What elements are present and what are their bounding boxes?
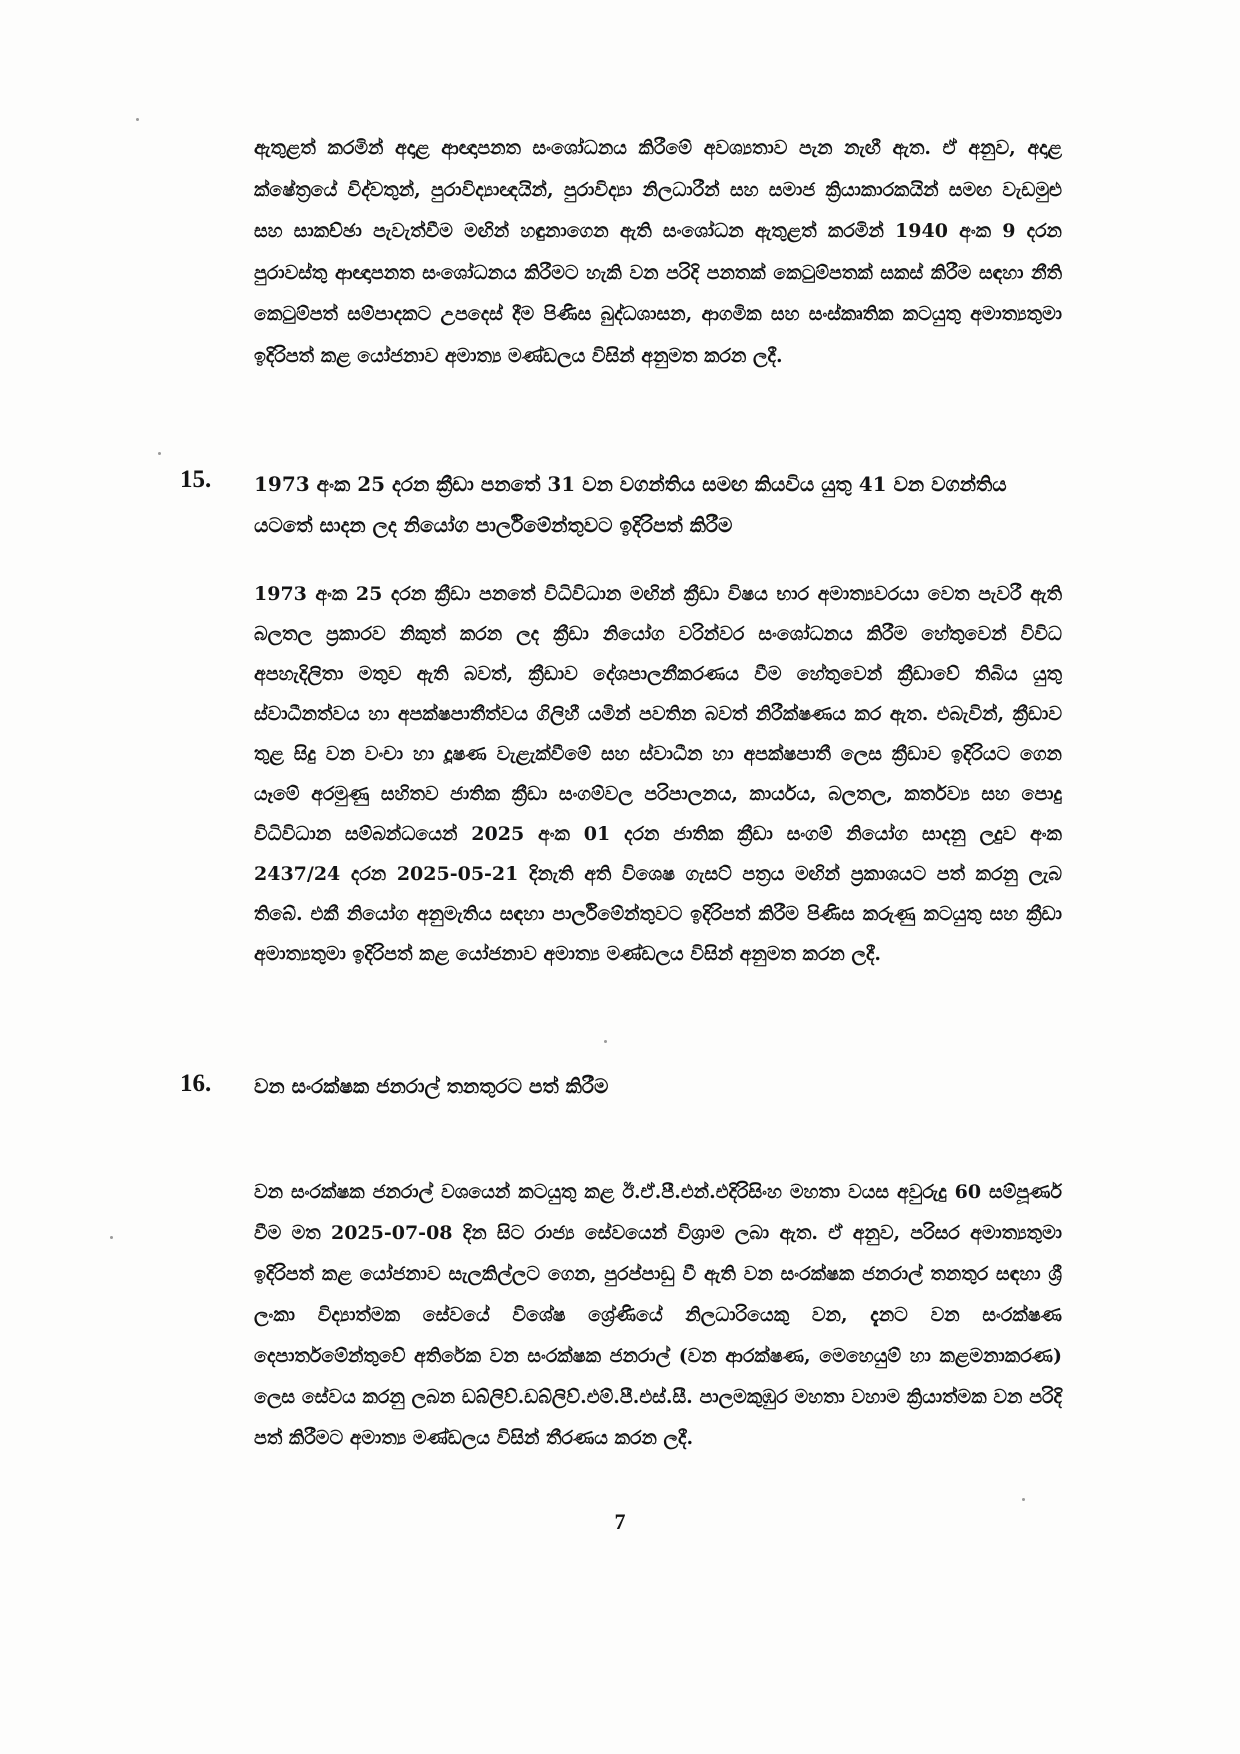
page-number: 7 — [614, 1509, 626, 1534]
intro-paragraph: ඇතුළත් කරමින් අදාළ ආඥාපනත සංශෝධනය කිරීමේ අවශ්‍යතාව පැන නැඟී ඇත. ඒ අනුව, අදාළ ක්ෂේත්‍රයේ විද්වතුන්, පුරාවිද්‍යාඥයින්, පුරාවිද්‍යා නිලධාරීන් සහ සමාජ ක්‍රියාකාරකයින් සමඟ වැඩමුළු සහ සාකච්ඡා පැවැත්වීම මඟින් හඳුනාගෙන ඇති සංශෝධන ඇතුළත් කරමින් 1940 අංක 9 දරන පුරාවස්තු ආඥාපනත සංශෝධනය කිරීමට හැකි වන පරිදි පනතක් කෙටුම්පතක් සකස් කිරීම සඳහා නීති කෙටුම්පත් සම්පාදකට උපදෙස් දීම පිණිස බුද්ධශාසන, ආගමික සහ සංස්කෘතික කටයුතු අමාත්‍යතුමා ඉදිරිපත් කළ යෝජනාව අමාත්‍ය මණ්ඩලය විසින් අනුමත කරන ලදී. — [254, 137, 1062, 367]
scan-speck — [110, 1236, 113, 1239]
item-number: 15. — [180, 466, 212, 493]
scan-speck — [1022, 1498, 1025, 1501]
item-title: වන සංරක්ෂක ජනරාල් තනතුරට පත් කිරීම — [254, 1074, 609, 1098]
scan-speck — [158, 452, 161, 455]
scan-speck — [136, 118, 139, 121]
scan-speck — [604, 1040, 607, 1043]
item-number: 16. — [180, 1070, 212, 1097]
item-title: 1973 අංක 25 දරන ක්‍රීඩා පනතේ 31 වන වගන්තිය සමඟ කියවිය යුතු 41 වන වගන්තිය යටතේ සාදන ලද නියෝග පාර්ලිමේන්තුවට ඉදිරිපත් කිරීම — [254, 472, 1007, 537]
item-body: වන සංරක්ෂක ජනරාල් වශයෙන් කටයුතු කළ ඊ.ඒ.පී.එන්.එදිරිසිංහ මහතා වයස අවුරුදු 60 සම්පූර්ණ වීම මත 2025-07-08 දින සිට රාජ්‍ය සේවයෙන් විශ්‍රාම ලබා ඇත. ඒ අනුව, පරිසර අමාත්‍යතුමා ඉදිරිපත් කළ යෝජනාව සැලකිල්ලට ගෙන, පුරප්පාඩු වී ඇති වන සංරක්ෂක ජනරාල් තනතුර සඳහා ශ්‍රී ලංකා විද්‍යාත්මක සේවයේ විශේෂ ශ්‍රේණියේ නිලධාරියෙකු වන, දැනට වන සංරක්ෂණ දෙපාර්තමේන්තුවේ අතිරේක වන සංරක්ෂක ජනරාල් (වන ආරක්ෂණ, මෙහෙයුම් හා කළමනාකරණ) ලෙස සේවය කරනු ලබන ඩබ්ලිව්.ඩබ්ලිව්.එම්.පී.එස්.සී. පාලමකුඹුර මහතා වහාම ක්‍රියාත්මක වන පරිදි පත් කිරීමට අමාත්‍ය මණ්ඩලය විසින් තීරණය කරන ලදී. — [254, 1181, 1062, 1449]
item-body: 1973 අංක 25 දරන ක්‍රීඩා පනතේ විධිවිධාන මඟින් ක්‍රීඩා විෂය භාර අමාත්‍යවරයා වෙත පැවරී ඇති බලතල ප්‍රකාරව නිකුත් කරන ලද ක්‍රීඩා නියෝග වරින්වර සංශෝධනය කිරීම හේතුවෙන් විවිධ අපහැදිලිතා මතුව ඇති බවත්, ක්‍රීඩාව දේශපාලනීකරණය වීම හේතුවෙන් ක්‍රීඩාවේ තිබිය යුතු ස්වාධීනත්වය හා අපක්ෂපාතීත්වය ගිලිහී යමින් පවතින බවත් නිරීක්ෂණය කර ඇත. එබැවින්, ක්‍රීඩාව තුළ සිදු වන වංචා හා දූෂණ වැළැක්වීමේ සහ ස්වාධීන හා අපක්ෂපාතී ලෙස ක්‍රීඩාව ඉදිරියට ගෙන යෑමේ අරමුණු සහිතව ජාතික ක්‍රීඩා සංගම්වල පරිපාලනය, කාර්යය, බලතල, කර්තව්‍ය සහ පොදු විධිවිධාන සම්බන්ධයෙන් 2025 අංක 01 දරන ජාතික ක්‍රීඩා සංගම් නියෝග සාදනු ලදුව අංක 2437/24 දරන 2025-05-21 දිනැති අති විශෙෂ ගැසට් පත්‍රය මඟින් ප්‍රකාශයට පත් කරනු ලැබ තිබේ. එකී නියෝග අනුමැතිය සඳහා පාර්ලිමේන්තුවට ඉදිරිපත් කිරීම පිණිස කරුණු කටයුතු සහ ක්‍රීඩා අමාත්‍යතුමා ඉදිරිපත් කළ යෝජනාව අමාත්‍ය මණ්ඩලය විසින් අනුමත කරන ලදී. — [254, 583, 1062, 965]
